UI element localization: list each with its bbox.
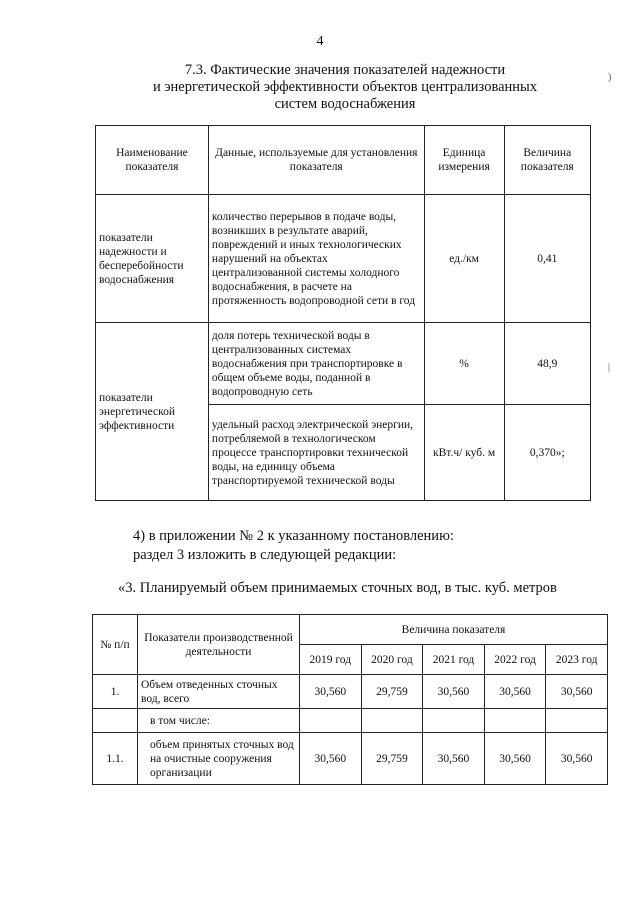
row-label: объем принятых сточных вод на очистные сооружения организации — [138, 733, 300, 785]
cell-value — [546, 709, 608, 733]
paragraph-amendment: 4) в приложении № 2 к указанному постановлению: — [133, 528, 454, 544]
table-header-row — [96, 126, 591, 195]
indicator-data: доля потерь технической воды в централизованных системах водоснабжения при транспортировке в общем объеме воды, поданной в водопроводную сеть — [208, 323, 424, 405]
cell-value: 30,560 — [423, 733, 485, 785]
header-value: Величина показателя — [504, 126, 590, 195]
table-row — [93, 675, 608, 709]
cell-value: 30,560 — [300, 733, 362, 785]
year-header: 2020 год — [361, 645, 423, 675]
scan-mark: ) — [608, 72, 612, 83]
row-label: в том числе: — [138, 709, 300, 733]
heading-line-2: и энергетической эффективности объектов централизованных — [152, 79, 538, 95]
cell-value: 30,560 — [546, 733, 608, 785]
year-header: 2023 год — [546, 645, 608, 675]
table-row — [96, 323, 591, 405]
header-indicator-name: Наименование показателя — [96, 126, 209, 195]
indicator-name: показатели надежности и бесперебойности водоснабжения — [96, 195, 209, 323]
indicator-data: количество перерывов в подаче воды, возникших в результате аварий, повреждений и иных технологических нарушений на объектах централизованной системы холодного водоснабжения, в расчете на протяженность водопроводной сети в год — [208, 195, 424, 323]
paragraph-section-edit: раздел 3 изложить в следующей редакции: — [133, 547, 397, 563]
cell-value: 29,759 — [361, 733, 423, 785]
heading-line-1: 7.3. Фактические значения показателей надежности — [184, 62, 506, 78]
row-number: 1.1. — [93, 733, 138, 785]
indicator-unit: % — [424, 323, 504, 405]
indicator-name: показатели энергетической эффективности — [96, 323, 209, 501]
indicator-value: 48,9 — [504, 323, 590, 405]
cell-value — [361, 709, 423, 733]
header-data-used: Данные, используемые для установления показателя — [208, 126, 424, 195]
section-heading — [120, 62, 570, 113]
section-title: «3. Планируемый объем принимаемых сточных вод, в тыс. куб. метров — [118, 580, 557, 596]
indicator-value: 0,41 — [504, 195, 590, 323]
cell-value: 30,560 — [484, 733, 546, 785]
header-unit: Единица измерения — [424, 126, 504, 195]
row-number — [93, 709, 138, 733]
header-value: Величина показателя — [300, 615, 608, 645]
cell-value: 30,560 — [300, 675, 362, 709]
cell-value: 30,560 — [546, 675, 608, 709]
year-header: 2022 год — [484, 645, 546, 675]
cell-value: 30,560 — [423, 675, 485, 709]
cell-value — [300, 709, 362, 733]
table-row — [96, 195, 591, 323]
row-label: Объем отведенных сточных вод, всего — [138, 675, 300, 709]
indicator-unit: ед./км — [424, 195, 504, 323]
reliability-indicators-table — [95, 125, 591, 501]
table-header-row — [93, 615, 608, 645]
table-row — [93, 733, 608, 785]
year-header: 2019 год — [300, 645, 362, 675]
indicator-value: 0,370»; — [504, 405, 590, 501]
cell-value — [423, 709, 485, 733]
year-header: 2021 год — [423, 645, 485, 675]
indicator-data: удельный расход электрической энергии, потребляемой в технологическом процессе транспортировки технической воды, на единицу объема транспортируемой технической воды — [208, 405, 424, 501]
indicator-unit: кВт.ч/ куб. м — [424, 405, 504, 501]
header-number: № п/п — [93, 615, 138, 675]
cell-value — [484, 709, 546, 733]
heading-line-3: систем водоснабжения — [274, 96, 416, 112]
cell-value: 30,560 — [484, 675, 546, 709]
scan-mark: | — [608, 362, 611, 373]
page-number: 4 — [316, 34, 324, 49]
table-row — [93, 709, 608, 733]
cell-value: 29,759 — [361, 675, 423, 709]
wastewater-volume-table — [92, 614, 608, 785]
header-indicator: Показатели производственной деятельности — [138, 615, 300, 675]
row-number: 1. — [93, 675, 138, 709]
